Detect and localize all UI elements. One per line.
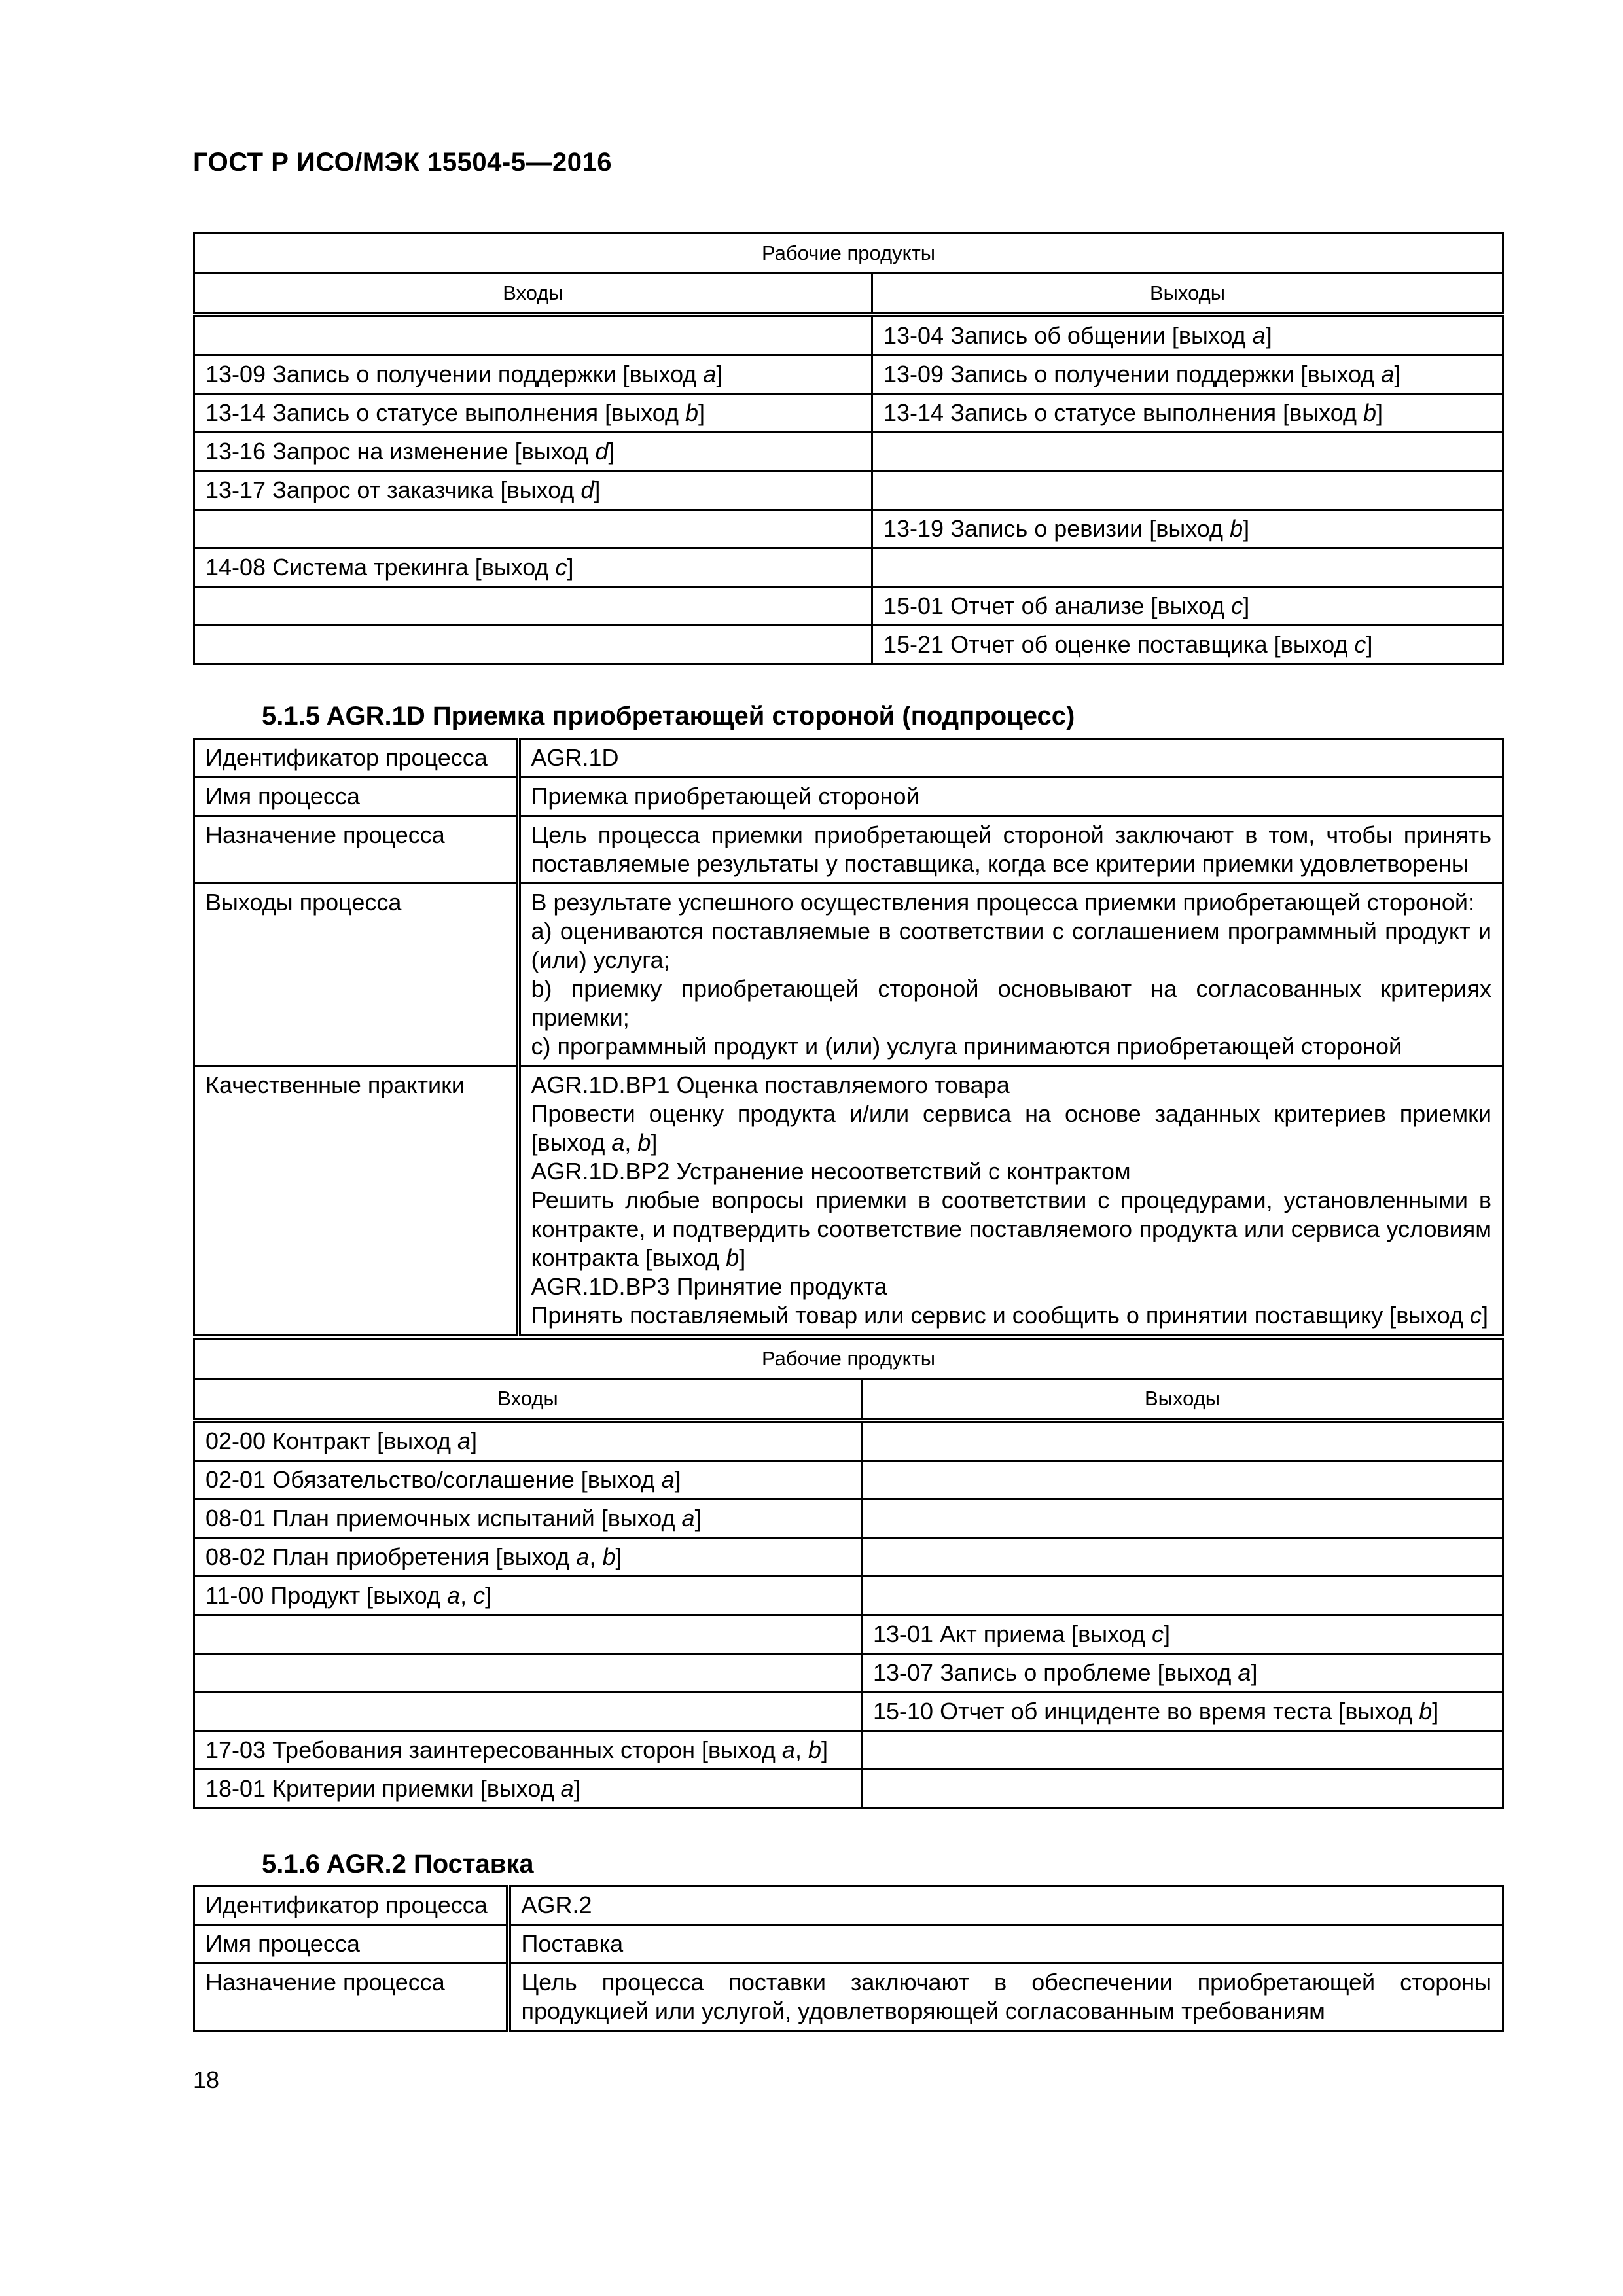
wp-output-cell: 13-09 Запись о получении поддержки [выход a] xyxy=(872,355,1503,394)
wp-output-cell xyxy=(862,1499,1503,1538)
wp-input-cell xyxy=(194,315,872,355)
table-row xyxy=(194,1615,1503,1654)
practice-text: Провести оценку продукта и/или сервиса на основе заданных критериев приемки [выход a, b] xyxy=(531,1100,1491,1156)
practice-text: Решить любые вопросы приемки в соответствии с процедурами, установленными в контракте, и подтвердить соответствие поставляемого продукта или сервиса условиям контракта [выход b] xyxy=(531,1187,1491,1271)
outcome-item: a) оцениваются поставляемые в соответствии с соглашением программный продукт и (или) услуга; xyxy=(531,918,1491,973)
process-name-value: Поставка xyxy=(508,1925,1503,1964)
process-purpose-value: Цель процесса поставки заключают в обеспечении приобретающей стороны продукцией или услугой, удовлетворяющей согласованным требованиям xyxy=(508,1964,1503,2031)
table-row xyxy=(194,548,1503,587)
wp-input-cell: 08-01 План приемочных испытаний [выход a] xyxy=(194,1499,862,1538)
table-row xyxy=(194,355,1503,394)
section-title-515: 5.1.5 AGR.1D Приемка приобретающей стороной (подпроцесс) xyxy=(262,702,1075,730)
table-row xyxy=(194,394,1503,433)
outcome-item: b) приемку приобретающей стороной основывают на согласованных критериях приемки; xyxy=(531,975,1491,1031)
wp-input-cell xyxy=(194,510,872,548)
wp-output-cell xyxy=(872,433,1503,471)
wp-output-cell: 13-01 Акт приема [выход c] xyxy=(862,1615,1503,1654)
table-row xyxy=(194,1886,1503,1925)
wp-input-cell xyxy=(194,1693,862,1731)
table-row xyxy=(194,1964,1503,2031)
wp-output-cell xyxy=(862,1577,1503,1615)
wp-input-cell: 02-00 Контракт [выход a] xyxy=(194,1420,862,1461)
wp-output-cell: 13-14 Запись о статусе выполнения [выход b] xyxy=(872,394,1503,433)
wp-output-cell xyxy=(862,1420,1503,1461)
table-row xyxy=(194,1066,1503,1335)
wp-output-cell: 13-19 Запись о ревизии [выход b] xyxy=(872,510,1503,548)
wp-input-cell: 13-14 Запись о статусе выполнения [выход b] xyxy=(194,394,872,433)
table-row xyxy=(194,1925,1503,1964)
wp-input-cell xyxy=(194,626,872,664)
table-row xyxy=(194,1731,1503,1770)
table-row xyxy=(194,1693,1503,1731)
wp-caption: Рабочие продукты xyxy=(194,234,1503,274)
process-id-value: AGR.2 xyxy=(508,1886,1503,1925)
table-row xyxy=(194,1654,1503,1693)
table-row xyxy=(194,1499,1503,1538)
outcome-intro: В результате успешного осуществления процесса приемки приобретающей стороной: xyxy=(531,889,1475,916)
page-number: 18 xyxy=(193,2066,220,2093)
wp-output-cell: 15-21 Отчет об оценке поставщика [выход c] xyxy=(872,626,1503,664)
wp-input-cell: 08-02 План приобретения [выход a, b] xyxy=(194,1538,862,1577)
document-header: ГОСТ Р ИСО/МЭК 15504-5—2016 xyxy=(193,148,612,177)
table-row xyxy=(194,315,1503,355)
wp-input-cell xyxy=(194,587,872,626)
practice-title: AGR.1D.BP2 Устранение несоответствий с контрактом xyxy=(531,1158,1131,1185)
process-name-value: Приемка приобретающей стороной xyxy=(518,778,1503,816)
process-name-label: Имя процесса xyxy=(194,778,518,816)
process-name-label: Имя процесса xyxy=(194,1925,508,1964)
section-title-516: 5.1.6 AGR.2 Поставка xyxy=(262,1850,534,1878)
wp-input-cell: 02-01 Обязательство/соглашение [выход a] xyxy=(194,1461,862,1499)
table-row xyxy=(194,739,1503,778)
process-purpose-label: Назначение процесса xyxy=(194,1964,508,2031)
table-row xyxy=(194,510,1503,548)
table-row xyxy=(194,471,1503,510)
outcome-item: c) программный продукт и (или) услуга принимаются приобретающей стороной xyxy=(531,1033,1402,1060)
wp-input-cell: 13-09 Запись о получении поддержки [выход a] xyxy=(194,355,872,394)
wp-output-cell xyxy=(872,548,1503,587)
wp-output-cell: 13-04 Запись об общении [выход a] xyxy=(872,315,1503,355)
wp-input-cell: 13-16 Запрос на изменение [выход d] xyxy=(194,433,872,471)
table-row xyxy=(194,1770,1503,1808)
wp-input-cell xyxy=(194,1615,862,1654)
wp-input-cell xyxy=(194,1654,862,1693)
table-row xyxy=(194,778,1503,816)
wp-outputs-header: Выходы xyxy=(862,1379,1503,1421)
wp-output-cell xyxy=(872,471,1503,510)
wp-input-cell: 17-03 Требования заинтересованных сторон [выход a, b] xyxy=(194,1731,862,1770)
wp-output-cell: 15-01 Отчет об анализе [выход c] xyxy=(872,587,1503,626)
wp-output-cell xyxy=(862,1461,1503,1499)
wp-output-cell xyxy=(862,1538,1503,1577)
table-row xyxy=(194,1577,1503,1615)
process-id-label: Идентификатор процесса xyxy=(194,1886,508,1925)
table-row xyxy=(194,1420,1503,1461)
process-purpose-label: Назначение процесса xyxy=(194,816,518,884)
process-outcomes-value xyxy=(518,884,1503,1066)
process-info-table-515 xyxy=(193,738,1504,1336)
process-purpose-value: Цель процесса приемки приобретающей стороной заключают в том, чтобы принять поставляемые результаты у поставщика, когда все критерии приемки удовлетворены xyxy=(518,816,1503,884)
wp-inputs-header: Входы xyxy=(194,1379,862,1421)
process-outcomes-label: Выходы процесса xyxy=(194,884,518,1066)
wp-output-cell: 13-07 Запись о проблеме [выход a] xyxy=(862,1654,1503,1693)
practice-text: Принять поставляемый товар или сервис и сообщить о принятии поставщику [выход c] xyxy=(531,1302,1489,1329)
wp-input-cell: 18-01 Критерии приемки [выход a] xyxy=(194,1770,862,1808)
table-row xyxy=(194,433,1503,471)
table-row xyxy=(194,884,1503,1066)
table-row xyxy=(194,1538,1503,1577)
practice-title: AGR.1D.BP3 Принятие продукта xyxy=(531,1273,887,1300)
table-row xyxy=(194,816,1503,884)
table-row xyxy=(194,626,1503,664)
wp-inputs-header: Входы xyxy=(194,274,872,315)
table-row xyxy=(194,587,1503,626)
wp-input-cell: 13-17 Запрос от заказчика [выход d] xyxy=(194,471,872,510)
base-practices-value xyxy=(518,1066,1503,1335)
wp-input-cell: 14-08 Система трекинга [выход c] xyxy=(194,548,872,587)
process-id-label: Идентификатор процесса xyxy=(194,739,518,778)
wp-output-cell xyxy=(862,1770,1503,1808)
process-info-table-516 xyxy=(193,1885,1504,2032)
practice-title: AGR.1D.BP1 Оценка поставляемого товара xyxy=(531,1071,1010,1098)
wp-input-cell: 11-00 Продукт [выход a, c] xyxy=(194,1577,862,1615)
wp-caption: Рабочие продукты xyxy=(194,1339,1503,1379)
work-products-table-1 xyxy=(193,232,1504,665)
wp-output-cell: 15-10 Отчет об инциденте во время теста [выход b] xyxy=(862,1693,1503,1731)
wp-outputs-header: Выходы xyxy=(872,274,1503,315)
base-practices-label: Качественные практики xyxy=(194,1066,518,1335)
wp-output-cell xyxy=(862,1731,1503,1770)
table-row xyxy=(194,1461,1503,1499)
process-id-value: AGR.1D xyxy=(518,739,1503,778)
work-products-table-2 xyxy=(193,1338,1504,1809)
